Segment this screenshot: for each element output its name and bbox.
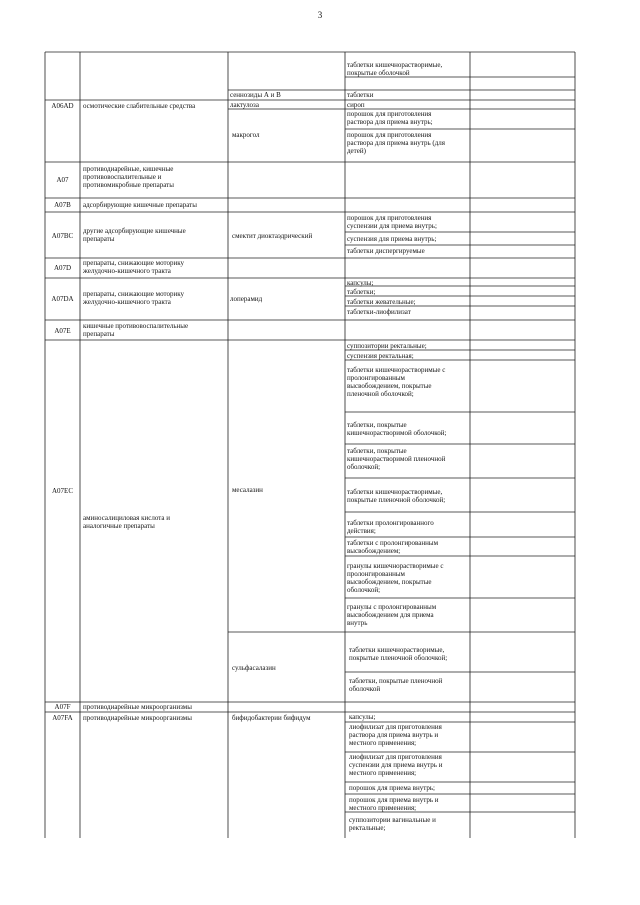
atc-code: A07EC [52,487,73,495]
atc-code: A07 [56,176,69,184]
drug-name: макрогол [232,131,260,139]
atc-group: аминосалициловая кислота и аналогичные препараты [83,514,170,530]
dosage-form: лиофилизат для приготовления суспензии для приема внутрь и местного применения; [349,753,443,777]
dosage-form: таблетки кишечнорастворимые, покрытые оболочкой [347,61,443,77]
atc-code: A07FA [52,714,73,722]
dosage-form: гранулы с пролонгированным высвобождением для приема внутрь [347,603,437,627]
dosage-form: таблетки диспергируемые [347,247,425,255]
atc-group: противодиарейные микроорганизмы [83,714,192,722]
atc-group: осмотические слабительные средства [83,102,196,110]
dosage-form: суспензия ректальная; [347,352,414,360]
atc-code: A07DA [51,295,74,303]
dosage-form: таблетки; [347,288,376,296]
atc-group: противодиарейные микроорганизмы [83,703,192,711]
dosage-form: таблетки пролонгированного действия; [347,519,434,535]
dosage-form: капсулы; [349,713,376,721]
atc-code: A07D [53,264,72,272]
atc-code: A06AD [51,102,74,110]
atc-group: адсорбирующие кишечные препараты [83,201,197,209]
dosage-form: порошок для приготовления раствора для приема внутрь; [347,110,433,126]
dosage-form: капсулы; [347,279,374,287]
dosage-form: лиофилизат для приготовления раствора для приема внутрь и местного применения; [349,723,442,747]
drug-name: смектит диоктаэдрический [232,232,313,240]
drug-name: сеннозиды А и В [230,91,281,99]
atc-group: противодиарейные, кишечные противовоспалительные и противомикробные препараты [83,165,174,189]
dosage-form: таблетки кишечнорастворимые с пролонгированным высвобождением, покрытые пленочной оболочкой; [347,366,446,398]
atc-group: препараты, снижающие моторику желудочно-кишечного тракта [83,290,185,306]
dosage-form: сироп [347,101,365,109]
dosage-form: суппозитории ректальные; [347,342,427,350]
dosage-form: суппозитории вагинальные и ректальные; [349,816,436,832]
atc-group: кишечные противовоспалительные препараты [83,322,189,338]
atc-code: A07BC [51,232,74,240]
dosage-form: порошок для приготовления суспензии для приема внутрь; [347,214,437,230]
dosage-form: таблетки-лиофилизат [347,308,411,316]
dosage-form: порошок для приема внутрь и местного применения; [349,796,439,812]
atc-code: A07F [54,703,71,711]
page-number: 3 [317,10,323,20]
dosage-form: таблетки с пролонгированным высвобождением; [347,539,439,555]
drug-name: лактулоза [230,101,259,109]
drug-name: сульфасалазин [232,664,276,672]
dosage-form: таблетки, покрытые кишечнорастворимой пленочной оболочкой; [347,447,446,471]
dosage-form: таблетки кишечнорастворимые, покрытые пленочной оболочкой; [349,646,448,662]
dosage-form: таблетки, покрытые кишечнорастворимой оболочкой; [347,421,447,437]
atc-group: препараты, снижающие моторику желудочно-кишечного тракта [83,259,185,275]
dosage-form: гранулы кишечнорастворимые с пролонгированным высвобождением, покрытые оболочкой; [347,562,444,594]
atc-code: A07E [54,327,71,335]
dosage-form: таблетки, покрытые пленочной оболочкой [349,677,443,693]
dosage-form: таблетки кишечнорастворимые, покрытые пленочной оболочкой; [347,488,446,504]
dosage-form: порошок для приема внутрь; [349,784,435,792]
dosage-form: суспензия для приема внутрь; [347,235,437,243]
atc-group: другие адсорбирующие кишечные препараты [83,227,186,243]
drug-name: бифидобактерии бифидум [232,714,311,722]
drug-name: месалазин [232,486,263,494]
dosage-form: таблетки [347,91,374,99]
dosage-form: порошок для приготовления раствора для приема внутрь (для детей) [347,131,445,155]
dosage-form: таблетки жевательные; [347,298,416,306]
drug-name: лоперамид [230,295,263,303]
atc-code: A07B [54,201,71,209]
